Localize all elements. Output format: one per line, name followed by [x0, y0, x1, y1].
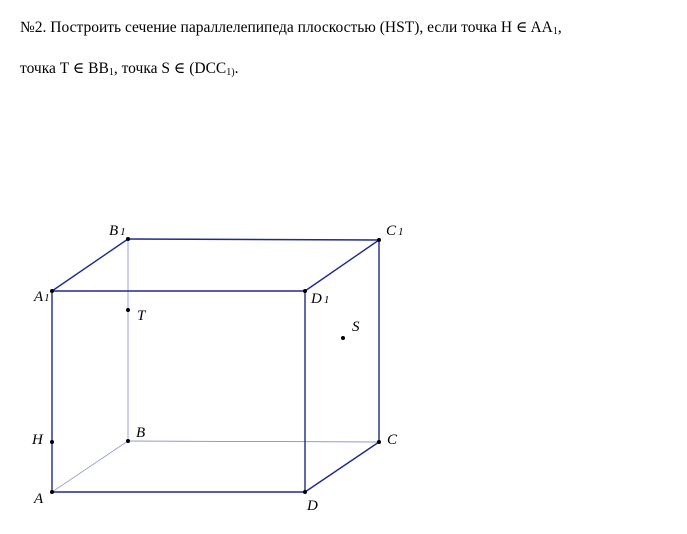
vertex-D1-dot [303, 289, 307, 293]
edge-B-C [128, 441, 379, 442]
vertex-label-C1 [386, 223, 404, 239]
vertex-sub-D1: 1 [323, 294, 330, 306]
point-label-T: T [137, 308, 146, 324]
vertex-label-A1 [33, 289, 50, 305]
vertex-D-dot [303, 490, 307, 494]
vertex-label-D [306, 498, 318, 514]
vertex-A1-dot [50, 289, 54, 293]
task-line-1-text: №2. Построить сечение параллелепипеда плоскостью (HST), если точка H ∈ AA [20, 19, 553, 36]
vertex-label-A [33, 491, 44, 507]
task-line-1-tail: , [557, 19, 562, 36]
task-line-2-part2: , точка S ∈ (DCC [113, 60, 227, 77]
vertex-letter-C1: C [386, 223, 397, 239]
vertex-letter-A: A [34, 491, 44, 507]
vertex-sub-C1: 1 [398, 226, 404, 238]
task-line-2-sub2: 1) [226, 67, 235, 78]
vertex-letter-D: D [307, 498, 318, 514]
task-line-2-sub1: 1 [108, 67, 114, 78]
edge-A1-B1 [52, 239, 128, 291]
point-T-dot [126, 308, 130, 312]
point-H-dot [50, 440, 54, 444]
vertex-letter-C: C [387, 432, 398, 448]
task-line-2-part3: . [234, 60, 239, 77]
vertex-C1-dot [377, 238, 381, 242]
edge-D1-C1 [305, 240, 379, 291]
vertex-letter-B1: B [109, 223, 119, 239]
vertex-label-B1 [109, 223, 126, 239]
vertex-letter-A1: A [34, 289, 44, 305]
vertex-sub-A1: 1 [44, 292, 50, 304]
point-S-dot [341, 336, 345, 340]
vertex-label-D1 [310, 291, 329, 307]
vertex-label-C [387, 432, 398, 448]
edge-B1-C1 [128, 239, 379, 240]
vertex-sub-B1: 1 [120, 226, 126, 238]
vertex-letter-B: B [136, 425, 146, 441]
vertex-B-dot [126, 439, 130, 443]
vertex-A-dot [50, 490, 54, 494]
vertex-B1-dot [126, 237, 130, 241]
vertex-letter-D1: D [311, 291, 322, 307]
vertex-label-B [136, 425, 145, 441]
edge-A-B [52, 441, 128, 492]
point-label-H: H [32, 432, 43, 448]
edge-D-C [305, 442, 379, 492]
task-line-2-part1: точка T ∈ BB [20, 60, 109, 77]
vertex-C-dot [377, 440, 381, 444]
task-line-1-subscript: 1 [552, 26, 558, 37]
point-label-S: S [352, 319, 360, 335]
